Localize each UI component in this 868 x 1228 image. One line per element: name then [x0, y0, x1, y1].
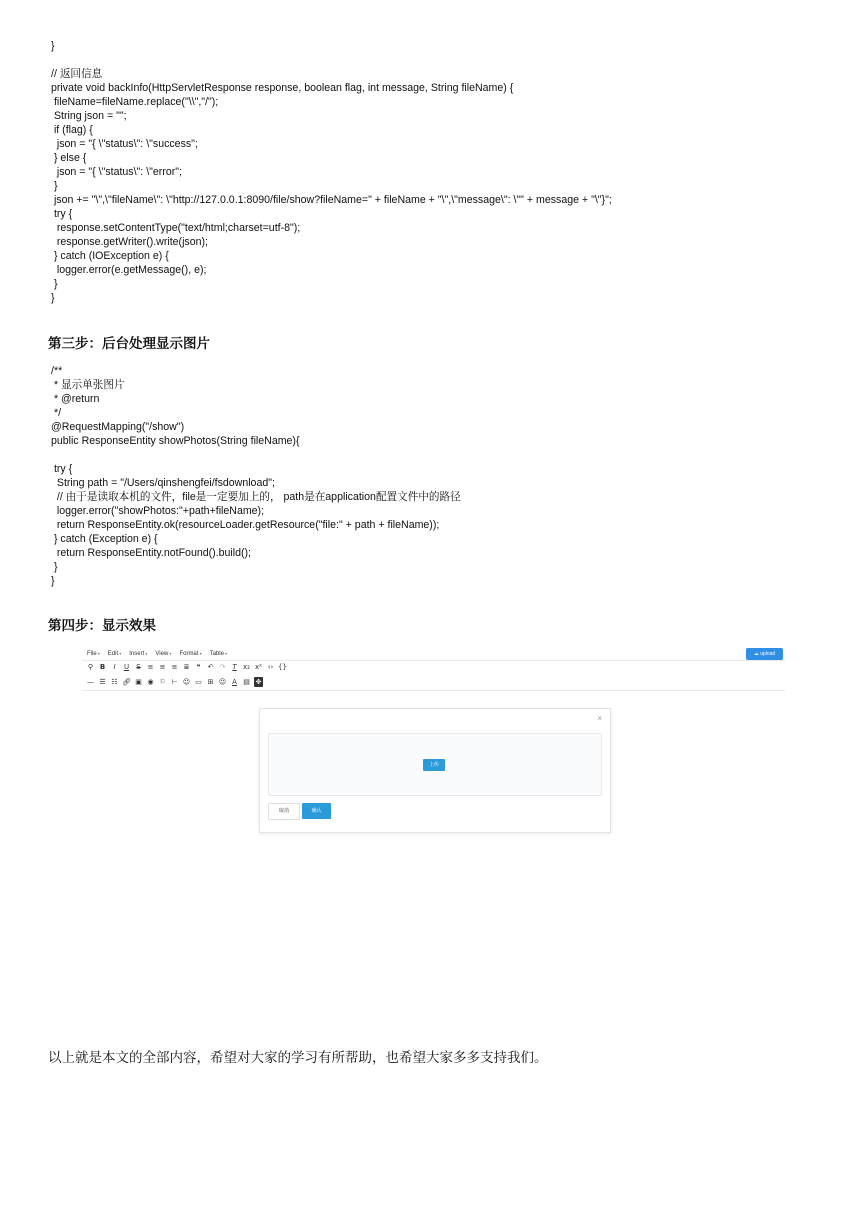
editor-screenshot	[82, 644, 785, 840]
toolbar-row-1	[86, 661, 287, 673]
code-line: json += "\",\"fileName\": \"http://127.0.0.1:8090/file/show?fileName=" + fileName + "\",\"message\": \"" + message + "\"}";	[51, 194, 612, 206]
bullet-list-icon[interactable]: ☰	[99, 678, 106, 686]
page-break-icon[interactable]: ⊢	[171, 678, 178, 686]
code-block-show-photos	[51, 364, 461, 588]
image-icon[interactable]: ▣	[135, 678, 142, 686]
numbered-list-icon[interactable]: ☷	[111, 678, 118, 686]
code-line: }	[51, 40, 55, 52]
redo-icon[interactable]: ↷	[219, 663, 226, 671]
undo-icon[interactable]: ↶	[207, 663, 214, 671]
align-right-icon[interactable]: ≡	[171, 663, 178, 671]
code-line: json = "{ \"status\": \"success";	[51, 138, 198, 150]
media-icon[interactable]: ☺	[182, 678, 191, 686]
upload-button[interactable]: ☁ upload	[746, 648, 783, 660]
close-icon[interactable]: ×	[597, 714, 602, 723]
menu-file[interactable]: File ▾	[87, 648, 100, 660]
code-block-icon[interactable]: {}	[278, 663, 287, 671]
heading-step-3: 第三步：后台处理显示图片	[48, 336, 210, 352]
code-line: * @return	[51, 393, 100, 405]
strikethrough-icon[interactable]: S	[136, 663, 141, 671]
code-line: @RequestMapping("/show")	[51, 421, 185, 433]
code-line: return ResponseEntity.ok(resourceLoader.getResource("file:" + path + fileName));	[51, 519, 440, 531]
code-line: // 由于是读取本机的文件，file是一定要加上的， path是在application配置文件中的路径	[51, 491, 461, 503]
code-line: logger.error(e.getMessage(), e);	[51, 264, 207, 276]
superscript-icon[interactable]: x²	[255, 663, 262, 671]
hr-icon[interactable]: —	[87, 678, 94, 686]
align-center-icon[interactable]: ≡	[159, 663, 166, 671]
emoji-icon[interactable]: ☺	[218, 678, 227, 686]
emoticon-table-icon[interactable]: ▭	[195, 678, 202, 686]
code-icon[interactable]: ‹›	[267, 663, 274, 671]
closing-paragraph: 以上就是本文的全部内容，希望对大家的学习有所帮助，也希望大家多多支持我们。	[48, 1050, 548, 1066]
menu-edit[interactable]: Edit ▾	[108, 648, 121, 660]
align-left-icon[interactable]: ≡	[147, 663, 154, 671]
code-line	[51, 448, 461, 462]
background-color-icon[interactable]: ▤	[243, 678, 250, 686]
blockquote-icon[interactable]: ❝	[196, 663, 201, 671]
upload-dialog	[259, 708, 611, 833]
code-line: // 返回信息	[51, 68, 103, 80]
code-line: fileName=fileName.replace("\\","/");	[51, 96, 219, 108]
code-block-backinfo	[51, 39, 612, 305]
preview-icon[interactable]: ◉	[147, 678, 154, 686]
code-line: json = "{ \"status\": \"error";	[51, 166, 182, 178]
code-line: */	[51, 407, 62, 419]
code-line: String path = "/Users/qinshengfei/fsdownload";	[51, 477, 275, 489]
code-line: String json = "";	[51, 110, 127, 122]
code-line: /**	[51, 365, 63, 377]
link-icon[interactable]: 🔗︎	[122, 678, 131, 686]
code-line: } else {	[51, 152, 87, 164]
code-line: if (flag) {	[51, 124, 93, 136]
code-line: logger.error("showPhotos:"+path+fileName);	[51, 505, 265, 517]
menu-format[interactable]: Format ▾	[179, 648, 201, 660]
code-line: response.setContentType("text/html;charset=utf-8");	[51, 222, 301, 234]
code-line: return ResponseEntity.notFound().build();	[51, 547, 252, 559]
toolbar-row-2	[86, 676, 263, 688]
text-color-icon[interactable]: A	[232, 678, 237, 686]
code-line: } catch (Exception e) {	[51, 533, 158, 545]
align-justify-icon[interactable]: ≣	[183, 663, 190, 671]
code-line: try {	[51, 463, 73, 475]
underline-icon[interactable]: U	[123, 663, 130, 671]
dropzone-upload-button[interactable]: 上传	[423, 759, 445, 771]
editor-menubar	[87, 648, 227, 660]
confirm-button[interactable]: 确认	[302, 803, 331, 819]
code-line: * 显示单张图片	[51, 379, 125, 391]
code-line: }	[51, 575, 55, 587]
menu-insert[interactable]: Insert ▾	[129, 648, 147, 660]
code-line: try {	[51, 208, 73, 220]
code-line: }	[51, 278, 58, 290]
bold-icon[interactable]: B	[99, 663, 106, 671]
table-icon[interactable]: ⊞	[207, 678, 214, 686]
find-icon[interactable]: ⚲	[87, 663, 94, 671]
code-line: }	[51, 180, 58, 192]
code-line: public ResponseEntity showPhotos(String fileName){	[51, 435, 300, 447]
clear-format-icon[interactable]: T	[232, 663, 237, 671]
toolbar-divider	[82, 690, 785, 691]
code-line	[51, 53, 612, 67]
upload-label: upload	[760, 651, 776, 657]
code-line: private void backInfo(HttpServletResponse response, boolean flag, int message, String fileName) {	[51, 82, 514, 94]
heading-step-4: 第四步：显示效果	[48, 618, 156, 634]
upload-dropzone[interactable]	[268, 733, 602, 796]
menu-view[interactable]: View ▾	[155, 648, 171, 660]
menu-table[interactable]: Table ▾	[210, 648, 227, 660]
bookmark-icon[interactable]: ⚐	[159, 678, 166, 686]
code-line: }	[51, 292, 55, 304]
code-line: }	[51, 561, 58, 573]
code-line: response.getWriter().write(json);	[51, 236, 208, 248]
fullscreen-icon[interactable]: ✥	[255, 678, 262, 686]
code-line: } catch (IOException e) {	[51, 250, 169, 262]
subscript-icon[interactable]: x₂	[243, 663, 250, 671]
cancel-button[interactable]: 取消	[268, 803, 300, 820]
italic-icon[interactable]: I	[113, 663, 116, 671]
